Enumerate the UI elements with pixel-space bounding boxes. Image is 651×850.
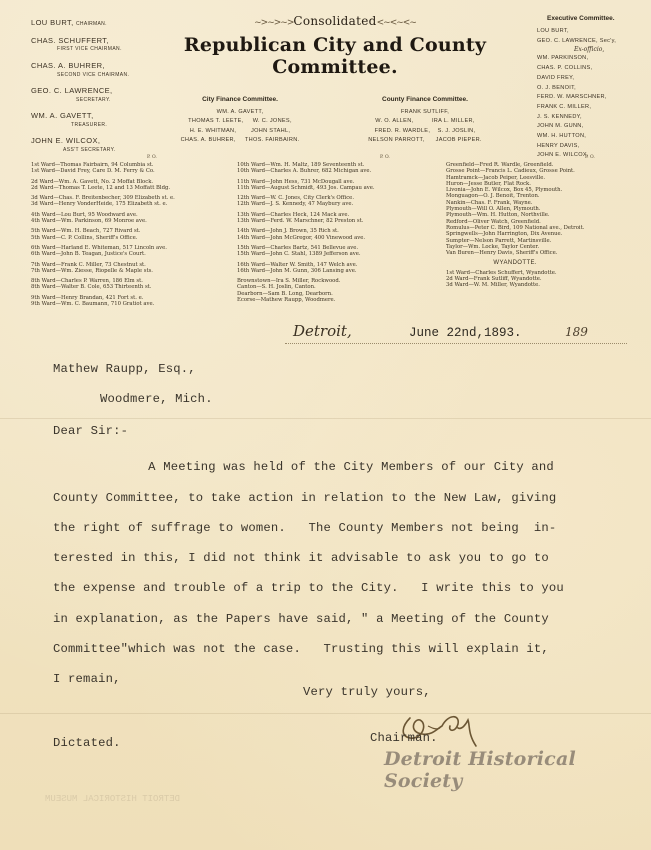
ward-entry: 2d Ward—Thomas T. Leete, 12 and 13 Moffatt Bldg. — [31, 184, 171, 191]
ward-entry: 10th Ward—Wm. H. Maltz, 189 Seventeenth st. — [237, 162, 365, 168]
closing: Very truly yours, — [303, 685, 431, 699]
township-entry: Romulus—Peter C. Bird, 109 National ave., Detroit. — [446, 224, 585, 231]
consolidated-heading: ~>~>~>Consolidated<~<~<~ — [254, 14, 416, 28]
township-entry: Canton—S. H. Joslin, Canton. — [237, 284, 316, 291]
salutation: Dear Sir:- — [53, 424, 129, 438]
ward-entry: 6th Ward—Harland E. Whiteman, 517 Lincoln ave. — [31, 244, 167, 251]
body-line: in explanation, as the Papers have said, " a Meeting of the County — [53, 612, 549, 626]
township-entry: Grosse Point—Francis L. Cadieux, Grosse Point. — [446, 168, 575, 175]
township-entry: Plymouth—Wm. H. Hutton, Northville. — [446, 212, 550, 219]
finance-row: THOMAS T. LEETE, W. C. JONES, — [188, 118, 292, 125]
po-label: P. O. — [147, 155, 157, 160]
township-entry: Dearborn—Sam B. Long, Dearborn. — [237, 290, 333, 297]
township-entry: Ecorse—Mathew Raupp, Woodmere. — [237, 297, 336, 304]
township-entry: Taylor—Wm. Locke, Taylor Center. — [446, 243, 540, 250]
ward-entry: 12th Ward—W. C. Jones, City Clerk's Office. — [237, 195, 355, 202]
ward-entry: 16th Ward—John M. Gunn, 306 Lansing ave. — [237, 267, 357, 274]
ward-entry: 1st Ward—David Frey, Care D. M. Ferry & Co. — [31, 168, 155, 175]
exec-member: O. J. BENOIT, — [537, 84, 577, 91]
county-finance-heading: County Finance Committee. — [382, 96, 468, 103]
ward-column-3 — [446, 162, 584, 289]
exec-member: WM. PARKINSON, — [537, 55, 589, 62]
ward-entry: 7th Ward—Frank C. Miller, 73 Chestnut st. — [31, 261, 146, 268]
township-entry: Livonia—John E. Wilcox, Box 45, Plymouth. — [446, 187, 563, 194]
ex-officio-note: Ex-officio, — [574, 46, 605, 54]
ward-entry: 11th Ward—John Hess, 731 McDougall ave. — [237, 178, 355, 185]
wyandotte-heading: WYANDOTTE. — [493, 260, 537, 267]
body-line: I remain, — [53, 672, 121, 686]
paper-fold-line — [0, 418, 651, 419]
officer-chairman: LOU BURT, CHAIRMAN. — [31, 18, 107, 27]
addressee-address: Woodmere, Mich. — [100, 392, 213, 406]
exec-member: WM. H. HUTTON, — [537, 133, 587, 140]
township-entry: Monguagon—O. J. Benoit, Trenton. — [446, 193, 540, 200]
ward-entry: 3d Ward—Henry VonderHeide, 175 Elizabeth st. e. — [31, 201, 168, 208]
officer-asst-secretary: JOHN E. WILCOX, ASS'T SECRETARY. — [31, 136, 116, 154]
exec-member: HENRY DAVIS, — [537, 142, 580, 149]
committee-title: Republican City and County Committee. — [183, 34, 487, 78]
dateline — [285, 322, 627, 344]
ward-entry: 3d Ward—Chas. F. Breitenbecher, 309 Elizabeth st. e. — [31, 195, 175, 202]
finance-row: WM. A. GAVETT, — [216, 109, 264, 115]
po-label: P. O. — [585, 155, 595, 160]
body-line: the right of suffrage to women. The County Members not being in- — [53, 521, 557, 535]
vine-ornament-icon: ~>~>~> — [254, 18, 294, 28]
dictated-note: Dictated. — [53, 736, 121, 750]
finance-row: H. E. WHITMAN, JOHN STAHL, — [189, 127, 291, 134]
addressee: Mathew Raupp, Esq., — [53, 362, 196, 376]
ward-entry: 13th Ward—Ferd. W. Marschner, 82 Preston st. — [237, 218, 364, 225]
township-entry: Hamtramck—Jacob Peiper, Leesville. — [446, 174, 546, 181]
exec-member: FERD. W. MARSCHNER, — [537, 94, 607, 101]
township-entry: Nankin—Chas. F. Frank, Wayne. — [446, 199, 533, 206]
ward-entry: 7th Ward—Wm. Ziesse, Riopelle & Maple sts. — [31, 267, 153, 274]
city-finance-heading: City Finance Committee. — [202, 96, 278, 103]
ward-entry: 14th Ward—John McGregor, 400 Vinewood ave. — [237, 234, 366, 241]
city-finance-committee — [145, 96, 335, 145]
ward-entry: 15th Ward—Charles Bartz, 541 Bellevue ave. — [237, 244, 359, 251]
ward-entry: 1st Ward—Thomas Fairbairn, 94 Columbia st. — [31, 162, 154, 168]
bleed-through-stamp: DETROIT HISTORICAL MUSEUM — [45, 794, 181, 804]
body-line: County Committee, to take action in relation to the New Law, giving — [53, 491, 557, 505]
ward-entry: 9th Ward—Henry Brandan, 421 Fort st. e. — [31, 294, 144, 301]
exec-member: GEO. C. LAWRENCE, Sec'y, — [537, 37, 617, 44]
vine-ornament-icon: <~<~<~ — [376, 18, 416, 28]
officer-second-vice: CHAS. A. BUHRER, SECOND VICE CHAIRMAN. — [31, 60, 130, 78]
ward-entry: 5th Ward—C. P. Collins, Sheriff's Office. — [31, 234, 138, 241]
ward-entry: 2d Ward—Wm. A. Gavett, No. 2 Moffat Block. — [31, 178, 154, 185]
finance-row: FRED. R. WARDLE, S. J. JOSLIN, — [374, 127, 476, 134]
dateline-city: Detroit, — [293, 322, 352, 340]
ward-entry: 16th Ward—Walter W. Smith, 147 Welch ave. — [237, 261, 358, 268]
paper-fold-line — [0, 713, 651, 714]
signer-title: Chairman. — [370, 731, 438, 745]
ward-entry: 4th Ward—Wm. Parkinson, 69 Monroe ave. — [31, 218, 147, 225]
ward-entry: 15th Ward—John C. Stahl, 1389 Jefferson ave. — [237, 251, 361, 258]
officer-secretary: GEO. C. LAWRENCE, SECRETARY. — [31, 86, 113, 103]
body-line: A Meeting was held of the City Members of our City and — [58, 460, 554, 474]
exec-member: JOHN M. GUNN, — [537, 123, 584, 130]
watermark: Detroit Historical Society — [384, 748, 576, 792]
body-line: terested in this, I did not think it advisable to ask you to go to — [53, 551, 549, 565]
wyandotte-entry: 3d Ward—W. M. Miller, Wyandotte. — [446, 282, 540, 289]
township-entry: Brownstown—Ira S. Miller, Rockwood. — [237, 278, 341, 285]
executive-committee — [537, 15, 649, 161]
printed-year-prefix: 189 — [565, 325, 588, 339]
exec-member: J. S. KENNEDY, — [537, 113, 582, 120]
township-entry: Springwells—John Harrington, Dix Avenue. — [446, 231, 563, 238]
exec-member: DAVID FREY, — [537, 74, 575, 81]
ward-entry: 6th Ward—John B. Teagan, Justice's Court. — [31, 251, 146, 258]
executive-committee-heading: Executive Committee. — [547, 15, 615, 22]
finance-row: FRANK SUTLIFF, — [400, 109, 450, 115]
ward-entry: 8th Ward—Charles P. Warren, 186 Elm st. — [31, 278, 143, 285]
wyandotte-entry: 1st Ward—Charles Schuffert, Wyandotte. — [446, 269, 557, 276]
exec-member: JOHN E. WILCOX, — [537, 152, 589, 159]
township-entry: Sumpter—Nelson Parrett, Martinsville. — [446, 237, 552, 244]
ward-entry: 12th Ward—J. S. Kennedy, 47 Maybury ave. — [237, 201, 354, 208]
po-label: P. O. — [380, 155, 390, 160]
ward-entry: 4th Ward—Lou Burt, 95 Woodward ave. — [31, 211, 138, 218]
wyandotte-entry: 2d Ward—Frank Sutliff, Wyandotte. — [446, 276, 542, 283]
ward-entry: 8th Ward—Walter B. Cole, 653 Thirteenth st. — [31, 284, 152, 291]
officer-first-vice: CHAS. SCHUFFERT, FIRST VICE CHAIRMAN. — [31, 35, 122, 53]
county-finance-committee — [330, 96, 520, 145]
township-entry: Greenfield—Fred R. Wardle, Greenfield. — [446, 162, 554, 168]
ward-entry: 5th Ward—Wm. H. Beach, 727 Rivard st. — [31, 228, 141, 235]
finance-row: NELSON PARROTT, JACOB PIEPER. — [368, 136, 482, 143]
township-entry: Van Buren—Henry Davis, Sheriff's Office. — [446, 250, 558, 257]
township-entry: Huron—Jesse Butler, Flat Rock. — [446, 180, 531, 187]
ward-entry: 11th Ward—August Schmidt, 493 Jos. Campau ave. — [237, 184, 375, 191]
township-entry: Plymouth—Will O. Allen, Plymouth. — [446, 206, 541, 213]
finance-row: W. O. ALLEN, IRA L. MILLER, — [375, 118, 475, 125]
ward-column-2 — [237, 162, 375, 307]
ward-entry: 9th Ward—Wm. C. Baumann, 710 Gratiot ave. — [31, 301, 155, 308]
officer-treasurer: WM. A. GAVETT, TREASURER. — [31, 111, 108, 128]
ward-entry: 14th Ward—John J. Brown, 35 Rich st. — [237, 228, 339, 235]
body-line: Committee"which was not the case. Trusting this will explain it, — [53, 642, 549, 656]
exec-member: LOU BURT, — [537, 28, 569, 34]
exec-member: CHAS. P. COLLINS, — [537, 65, 593, 72]
ward-entry: 13th Ward—Charles Heck, 124 Mack ave. — [237, 211, 350, 218]
letterhead-title-block — [140, 14, 530, 78]
letter-date: June 22nd,1893. — [409, 326, 522, 340]
finance-row: CHAS. A. BUHRER, THOS. FAIRBAIRN. — [180, 136, 300, 143]
exec-member: FRANK C. MILLER, — [537, 103, 592, 110]
body-line: the expense and trouble of a trip to the City. I write this to you — [53, 581, 564, 595]
ward-column-1 — [31, 162, 175, 311]
township-entry: Redford—Oliver Watch, Greenfield. — [446, 218, 541, 225]
ward-entry: 10th Ward—Charles A. Buhrer, 682 Michigan ave. — [237, 168, 372, 175]
